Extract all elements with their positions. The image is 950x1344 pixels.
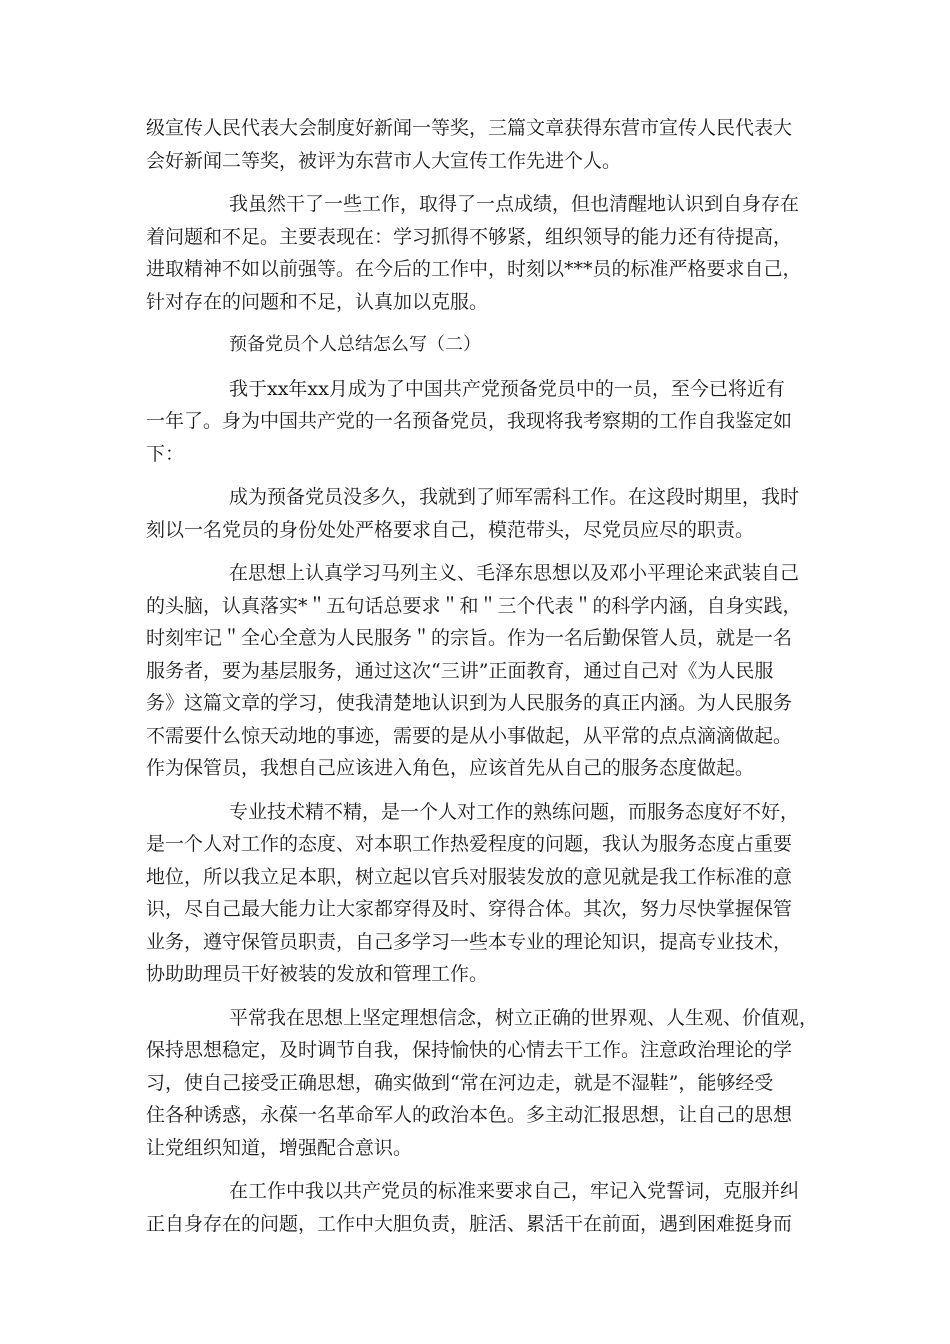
paragraph-6: 专业技术精不精，是一个人对工作的熟练问题，而服务态度好不好， 是一个人对工作的态度、对本职工作热爱程度的问题，我认为服务态度占重要 地位，所以我立足本职，树立起以官兵对服装发放的意见就是我工作标准的意 识，尽自己最大能力让大家都穿得及时、穿得合体。其次，努力尽快掌握保管 业务，遵守保管员职责，自己多学习一些本专业的理论知识，提高专业技术， 协助助理员干好被装的发放和管理工作。 [146, 800, 800, 985]
paragraph-4: 成为预备党员没多久，我就到了师军需科工作。在这段时期里，我时 刻以一名党员的身份处处严格要求自己，模范带头，尽党员应尽的职责。 [146, 486, 800, 541]
document-body [146, 112, 826, 1251]
section-heading: 预备党员个人总结怎么写（二） [229, 334, 481, 355]
paragraph-2: 我虽然干了一些工作，取得了一点成绩，但也清醒地认识到自身存在 着问题和不足。主要表现在：学习抓得不够紧，组织领导的能力还有待提高， 进取精神不如以前强等。在今后的工作中，时刻以***员的标准严格要求自己， 针对存在的问题和不足，认真加以克服。 [146, 193, 802, 313]
paragraph-3: 我于xx年xx月成为了中国共产党预备党员中的一员，至今已将近有 一年了。身为中国共产党的一名预备党员，我现将我考察期的工作自我鉴定如 下： [146, 377, 793, 465]
paragraph-8: 在工作中我以共产党员的标准来要求自己，牢记入党誓词，克服并纠 正自身存在的问题，工作中大胆负责，脏活、累活干在前面，遇到困难挺身而 [146, 1180, 800, 1235]
paragraph-7: 平常我在思想上坚定理想信念，树立正确的世界观、人生观、价值观， 保持思想稳定，及时调节自我，保持愉快的心情去干工作。注意政治理论的学 习，使自己接受正确思想，确实做到“常在河边走，就是不湿鞋”，能够经受 住各种诱惑，永葆一名革命军人的政治本色。多主动汇报思想，让自己的思想 让党组织知道，增强配合意识。 [146, 1006, 819, 1159]
paragraph-5: 在思想上认真学习马列主义、毛泽东思想以及邓小平理论来武装自己 的头脑，认真落实*＂五句话总要求＂和＂三个代表＂的科学内涵，自身实践， 时刻牢记＂全心全意为人民服务＂的宗旨。作为一名后勤保管人员，就是一名 服务者，要为基层服务，通过这次“三讲”正面教育，通过自己对《为人民服 务》这篇文章的学习，使我清楚地认识到为人民服务的真正内涵。为人民服务 不需要什么惊天动地的事迹，需要的是从小事做起，从平常的点点滴滴做起。 作为保管员，我想自己应该进入角色，应该首先从自己的服务态度做起。 [146, 562, 802, 779]
paragraph-1: 级宣传人民代表大会制度好新闻一等奖，三篇文章获得东营市宣传人民代表大 会好新闻二等奖，被评为东营市人大宣传工作先进个人。 [146, 117, 793, 172]
